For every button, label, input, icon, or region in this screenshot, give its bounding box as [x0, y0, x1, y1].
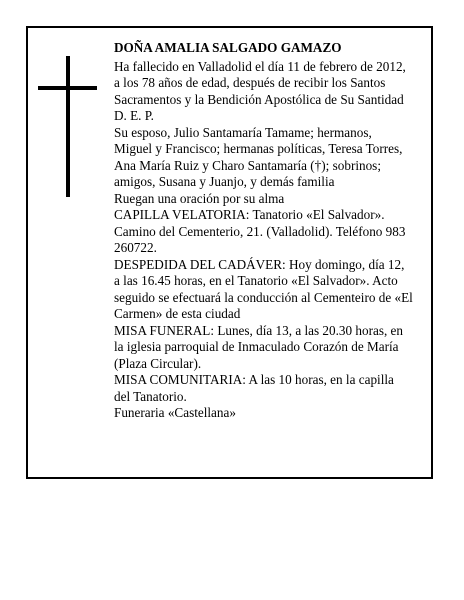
- funeral-mass-line: la iglesia parroquial de Inmaculado Corazón de María: [114, 339, 399, 354]
- cross-vertical-bar: [66, 56, 70, 197]
- obituary-text: [114, 40, 432, 422]
- community-mass-line: del Tanatorio.: [114, 388, 187, 404]
- family-line: Miguel y Francisco; hermanas políticas, Teresa Torres,: [114, 141, 403, 156]
- family-line: Ana María Ruiz y Charo Santamaría (†); sobrinos;: [114, 157, 381, 173]
- rest-in-peace: D. E. P.: [114, 108, 154, 123]
- chapel-line: Camino del Cementerio, 21. (Valladolid). Teléfono 983: [114, 223, 406, 239]
- chapel-line: 260722.: [114, 240, 157, 255]
- farewell-line: DESPEDIDA DEL CADÁVER: Hoy domingo, día 12,: [114, 256, 405, 272]
- death-announcement-line: a los 78 años de edad, después de recibir los Santos: [114, 75, 386, 90]
- funeral-mass-line: MISA FUNERAL: Lunes, día 13, a las 20.30 horas, en: [114, 322, 403, 338]
- community-mass-line: MISA COMUNITARIA: A las 10 horas, en la capilla: [114, 372, 394, 387]
- death-announcement-line: Ha fallecido en Valladolid el día 11 de febrero de 2012,: [114, 58, 406, 74]
- farewell-line: Carmen» de esta ciudad: [114, 306, 241, 321]
- prayer-request: Ruegan una oración por su alma: [114, 190, 285, 206]
- funeral-mass-line: (Plaza Circular).: [114, 355, 202, 371]
- funeral-home: Funeraria «Castellana»: [114, 405, 236, 420]
- cross-horizontal-bar: [38, 86, 97, 90]
- deceased-name: DOÑA AMALIA SALGADO GAMAZO: [114, 40, 342, 55]
- family-line: Su esposo, Julio Santamaría Tamame; hermanos,: [114, 124, 372, 140]
- chapel-line: CAPILLA VELATORIA: Tanatorio «El Salvador».: [114, 207, 385, 222]
- family-line: amigos, Susana y Juanjo, y demás familia: [114, 174, 335, 189]
- farewell-line: seguido se efectuará la conducción al Cementeiro de «El: [114, 289, 413, 305]
- farewell-line: a las 16.45 horas, en el Tanatorio «El Salvador». Acto: [114, 273, 398, 288]
- death-announcement-line: Sacramentos y la Bendición Apostólica de Su Santidad: [114, 91, 404, 107]
